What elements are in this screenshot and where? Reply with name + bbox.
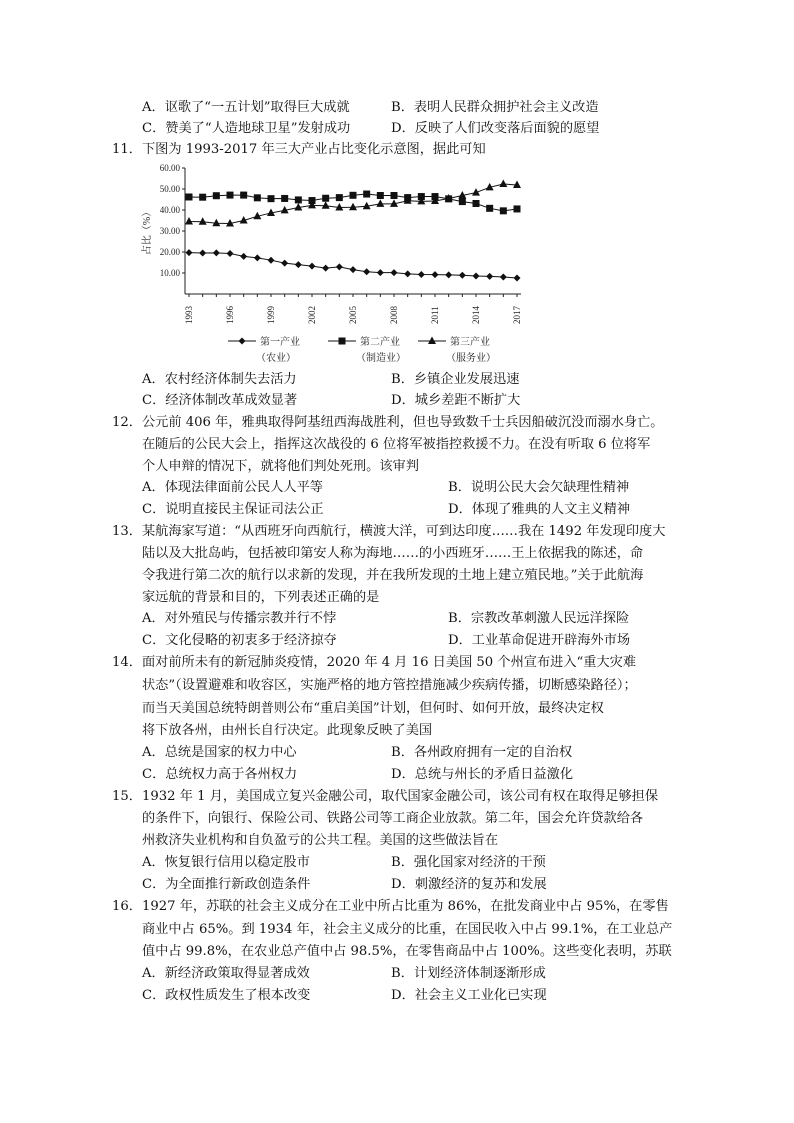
data-point-diamond <box>514 275 521 282</box>
y-tick-label: 40.00 <box>159 205 180 215</box>
q15-option-b: B．强化国家对经济的干预 <box>391 855 546 870</box>
y-tick-label: 20.00 <box>159 247 180 257</box>
x-tick-label: 2017 <box>512 306 522 324</box>
data-point-diamond <box>213 249 220 256</box>
q14-stem-line-2: 状态”（设置避难和收容区，实施严格的地方管控措施减少疾病传播，切断感染路径）； <box>142 678 637 693</box>
data-point-diamond <box>459 272 466 279</box>
q12-stem-line-3: 个人申辩的情况下，就将他们判处死刑。该审判 <box>142 459 419 474</box>
q11-option-c: C．经济体制改革成效显著 <box>142 393 298 408</box>
q16-option-b: B．计划经济体制逐渐形成 <box>391 966 546 981</box>
data-point-diamond <box>227 250 234 257</box>
legend-label-3: 第三产业 <box>450 337 490 348</box>
y-tick-label: 60.00 <box>159 163 180 173</box>
data-point-triangle <box>349 203 357 211</box>
q14-stem-line-3: 而当天美国总统特朗普则公布“重启美国”计划，但何时、如何开放，最终决定权 <box>142 701 604 716</box>
x-tick-label: 1996 <box>225 306 235 324</box>
data-point-diamond <box>199 250 206 257</box>
q16-stem-line-3: 值中占 99.8%，在农业总产值中占 98.5%，在零售商品中占 100%。这些变化表明，苏联 <box>142 944 672 959</box>
data-point-square <box>186 193 193 200</box>
q14-option-a: A．总统是国家的权力中心 <box>142 745 297 760</box>
q11-option-d: D．城乡差距不断扩大 <box>391 393 521 408</box>
data-point-square <box>295 196 302 203</box>
q11-stem: 11．下图为 1993-2017 年三大产业占比变化示意图，据此可知 <box>112 142 486 157</box>
data-point-triangle <box>499 179 507 187</box>
q13-option-a: A．对外殖民与传播宗教并行不悖 <box>142 611 337 626</box>
data-point-diamond <box>432 271 439 278</box>
data-point-square <box>363 191 370 198</box>
data-point-diamond <box>500 273 507 280</box>
q16-stem-line-1: 16．1927 年，苏联的社会主义成分在工业中所占比重为 86%，在批发商业中占 95%，在零售 <box>112 899 669 914</box>
q13-option-b: B．宗教改革刺激人民远洋探险 <box>448 611 630 626</box>
x-tick-label: 2011 <box>430 306 440 324</box>
x-tick-label: 2005 <box>348 306 358 324</box>
q16-option-c: C．政权性质发生了根本改变 <box>142 988 311 1003</box>
q15-option-a: A．恢复银行信用以稳定股市 <box>142 855 310 870</box>
x-tick-label: 2008 <box>389 306 399 324</box>
y-tick-label: 50.00 <box>159 184 180 194</box>
data-point-diamond <box>295 261 302 268</box>
data-point-square <box>514 205 521 212</box>
q11-option-b: B．乡镇企业发展迅速 <box>391 372 520 387</box>
y-tick-label: 10.00 <box>159 268 180 278</box>
data-point-square <box>281 195 288 202</box>
q12-option-d: D．体现了雅典的人文主义精神 <box>448 502 631 517</box>
data-point-square <box>486 205 493 212</box>
data-point-square <box>473 200 480 207</box>
x-tick-label: 2014 <box>471 306 481 324</box>
data-point-diamond <box>445 271 452 278</box>
q12-option-c: C．说明直接民主保证司法公正 <box>142 502 324 517</box>
q13-option-c: C．文化侵略的初衷多于经济掠夺 <box>142 633 337 648</box>
data-point-diamond <box>268 257 275 264</box>
data-point-square <box>254 194 261 201</box>
legend-sublabel-3: （服务业） <box>446 353 496 364</box>
q13-option-d: D．工业革命促进开辟海外市场 <box>448 633 631 648</box>
q13-stem-line-2: 陆以及大批岛屿，包括被印第安人称为海地……的小西班牙……王上依据我的陈述，命 <box>142 546 644 561</box>
q12-stem-line-2: 在随后的公民大会上，指挥这次战役的 6 位将军被指控救援不力。在没有听取 6 位将军 <box>142 437 651 452</box>
q15-option-d: D．刺激经济的复苏和发展 <box>391 877 547 892</box>
q16-option-d: D．社会主义工业化已实现 <box>391 988 547 1003</box>
chart-ticks <box>140 163 522 324</box>
y-axis-label: 占比（%） <box>142 206 153 256</box>
q15-stem-line-1: 15．1932 年 1 月，美国成立复兴金融公司，取代国家金融公司，该公司有权在取得足够担保 <box>112 789 659 804</box>
x-tick-label: 1993 <box>184 306 194 324</box>
legend-label-2: 第二产业 <box>360 337 400 348</box>
data-point-diamond <box>281 260 288 267</box>
data-point-square <box>350 192 357 199</box>
data-point-diamond <box>239 338 246 345</box>
data-point-diamond <box>418 271 425 278</box>
q14-option-c: C．总统权力高于各州权力 <box>142 767 298 782</box>
data-point-diamond <box>240 253 247 260</box>
data-point-diamond <box>186 249 193 256</box>
q14-stem-line-1: 14．面对前所未有的新冠肺炎疫情，2020 年 4 月 16 日美国 50 个州宣布进入“重大灾难 <box>112 655 637 670</box>
data-point-square <box>227 192 234 199</box>
data-point-square <box>377 192 384 199</box>
industry-share-chart <box>138 158 538 370</box>
data-point-square <box>459 198 466 205</box>
data-point-square <box>391 192 398 199</box>
data-point-triangle <box>428 337 436 345</box>
data-point-diamond <box>486 273 493 280</box>
series-line-1 <box>189 253 517 278</box>
data-point-diamond <box>473 272 480 279</box>
data-point-triangle <box>513 181 521 189</box>
data-point-diamond <box>322 265 329 272</box>
data-point-triangle <box>199 217 207 225</box>
q12-option-b: B．说明公民大会欠缺理性精神 <box>448 480 630 495</box>
x-tick-label: 1999 <box>266 306 276 324</box>
data-point-square <box>339 338 346 345</box>
q16-option-a: A．新经济政策取得显著成效 <box>142 966 310 981</box>
x-tick-label: 2002 <box>307 306 317 324</box>
q13-stem-line-3: 令我进行第二次的航行以求新的发现，并在我所发现的土地上建立殖民地。”关于此航海 <box>142 568 644 583</box>
data-point-diamond <box>254 254 261 261</box>
q12-option-a: A．体现法律面前公民人人平等 <box>142 480 323 495</box>
data-point-diamond <box>404 270 411 277</box>
q10-option-a: A．讴歌了“一五计划”取得巨大成就 <box>142 100 350 115</box>
legend-sublabel-2: （制造业） <box>356 353 406 364</box>
chart-legend <box>228 335 496 364</box>
data-point-triangle <box>322 201 330 209</box>
q10-option-c: C．赞美了“人造地球卫星”发射成功 <box>142 121 351 136</box>
data-point-square <box>336 194 343 201</box>
data-point-triangle <box>376 199 384 207</box>
data-point-square <box>322 195 329 202</box>
q14-option-b: B．各州政府拥有一定的自治权 <box>391 745 573 760</box>
q12-stem-line-1: 12．公元前 406 年，雅典取得阿基纽西海战胜利，但也导致数千士兵因船破沉没而溺水身亡。 <box>112 415 664 430</box>
data-point-square <box>213 192 220 199</box>
y-tick-label: 30.00 <box>159 226 180 236</box>
q15-stem-line-2: 的条件下，向银行、保险公司、铁路公司等工商企业放款。第二年，国会允许贷款给各 <box>142 811 644 826</box>
q15-stem-line-3: 州救济失业机构和自负盈亏的公共工程。美国的这些做法旨在 <box>142 833 499 848</box>
data-point-diamond <box>391 269 398 276</box>
data-point-diamond <box>336 263 343 270</box>
q16-stem-line-2: 商业中占 65%。到 1934 年，社会主义成分的比重，在国民收入中占 99.1%，在工业总产 <box>142 922 673 937</box>
q13-stem-line-1: 13．某航海家写道：“从西班牙向西航行，横渡大洋，可到达印度……我在 1492 年发现印度大 <box>112 524 666 539</box>
data-point-diamond <box>350 266 357 273</box>
q14-option-d: D．总统与州长的矛盾日益激化 <box>391 767 574 782</box>
data-point-triangle <box>185 217 193 225</box>
chart-axes <box>185 168 521 294</box>
data-point-square <box>500 207 507 214</box>
data-point-square <box>240 192 247 199</box>
q13-stem-line-4: 家远航的背景和目的，下列表述正确的是 <box>142 590 380 605</box>
data-point-square <box>199 194 206 201</box>
legend-label-1: 第一产业 <box>260 337 300 348</box>
data-point-diamond <box>377 269 384 276</box>
data-point-diamond <box>363 268 370 275</box>
legend-sublabel-1: （农业） <box>256 353 296 364</box>
q10-option-b: B．表明人民群众拥护社会主义改造 <box>391 100 599 115</box>
chart-plot <box>185 179 521 281</box>
q11-option-a: A．农村经济体制失去活力 <box>142 372 297 387</box>
data-point-diamond <box>309 263 316 270</box>
q15-option-c: C．为全面推行新政创造条件 <box>142 877 311 892</box>
q10-option-d: D．反映了人们改变落后面貌的愿望 <box>391 121 600 136</box>
q14-stem-line-4: 将下放各州，由州长自行决定。此现象反映了美国 <box>142 723 433 738</box>
data-point-square <box>268 195 275 202</box>
